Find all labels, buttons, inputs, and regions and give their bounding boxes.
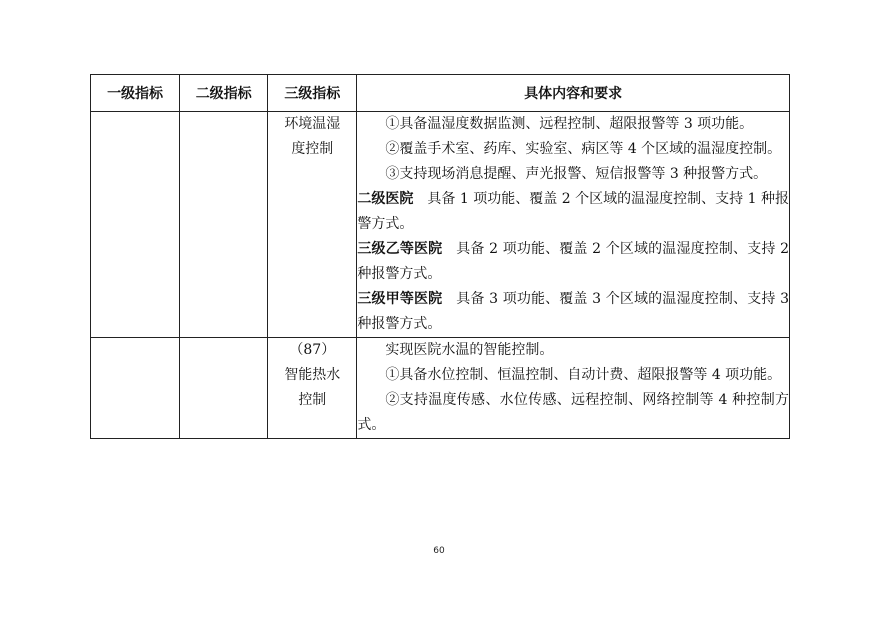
hospital-level: 二级医院 (357, 191, 414, 207)
level3-line: 控制 (298, 392, 327, 408)
level3-line: 环境温湿 (284, 116, 341, 132)
requirement-text: 具备 2 项功能、覆盖 2 个区域的温湿度控制、支持 2 种报警方式。 (357, 241, 789, 282)
level3-line: 度控制 (291, 141, 334, 157)
level-requirement (357, 287, 789, 337)
level-requirement (357, 187, 789, 237)
content-cell (357, 338, 790, 439)
content-item: ③支持现场消息提醒、声光报警、短信报警等 3 种报警方式。 (385, 166, 768, 182)
level3-cell (268, 112, 357, 338)
hospital-level: 三级甲等医院 (357, 291, 443, 307)
header-row (91, 75, 790, 112)
header-level2: 二级指标 (180, 75, 268, 112)
page-number: 60 (433, 546, 445, 556)
requirement-text: 具备 1 项功能、覆盖 2 个区域的温湿度控制、支持 1 种报警方式。 (357, 191, 790, 232)
hospital-level: 三级乙等医院 (357, 241, 443, 257)
level1-cell (91, 112, 180, 338)
header-content: 具体内容和要求 (357, 75, 790, 112)
content-item: 实现医院水温的智能控制。 (385, 342, 554, 358)
header-level3: 三级指标 (268, 75, 357, 112)
table-row (91, 338, 790, 439)
content-cell (357, 112, 790, 338)
content-item: ②支持温度传感、水位传感、远程控制、网络控制等 4 种控制方式。 (357, 392, 789, 433)
level3-line: （87） (289, 342, 336, 358)
table-row (91, 112, 790, 338)
level2-cell (180, 338, 268, 439)
header-level1: 一级指标 (91, 75, 180, 112)
content-item: ①具备水位控制、恒温控制、自动计费、超限报警等 4 项功能。 (385, 367, 782, 383)
requirement-text: 具备 3 项功能、覆盖 3 个区域的温湿度控制、支持 3 种报警方式。 (357, 291, 789, 332)
level1-cell (91, 338, 180, 439)
level3-line: 智能热水 (284, 367, 341, 383)
level2-cell (180, 112, 268, 338)
indicator-table (90, 74, 790, 439)
content-item: ①具备温湿度数据监测、远程控制、超限报警等 3 项功能。 (385, 116, 754, 132)
level-requirement (357, 237, 789, 287)
level3-cell (268, 338, 357, 439)
content-item: ②覆盖手术室、药库、实验室、病区等 4 个区域的温湿度控制。 (385, 141, 782, 157)
